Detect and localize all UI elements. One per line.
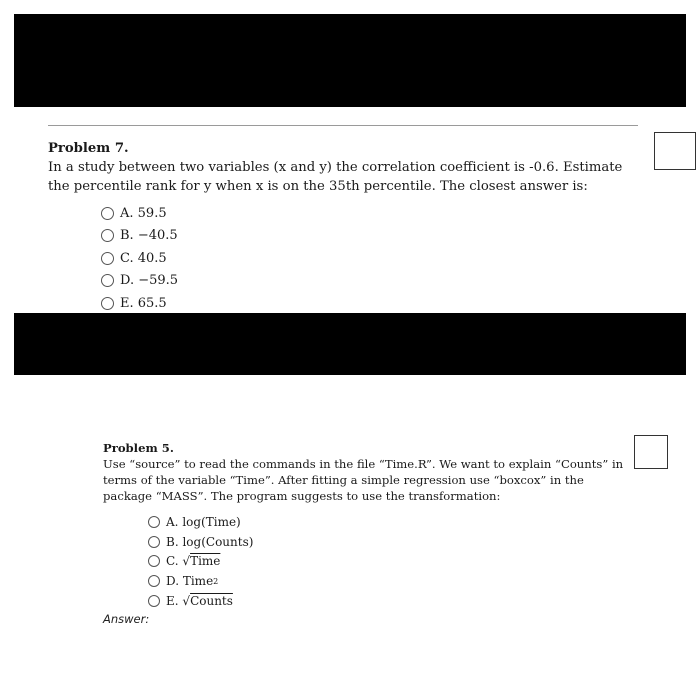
option-b-label: B. −40.5 [120, 228, 178, 244]
answer-box-problem-5[interactable] [634, 435, 668, 469]
option-b-prefix: B. [166, 534, 179, 549]
problem-5-options [148, 512, 253, 611]
problem-7-title: Problem 7. [48, 141, 129, 156]
option-e[interactable] [101, 292, 178, 315]
option-e-label: E. 65.5 [120, 295, 167, 311]
option-c-expr: Time [190, 554, 221, 569]
radio-icon[interactable] [148, 575, 160, 587]
radio-icon[interactable] [148, 516, 160, 528]
radio-icon[interactable] [101, 252, 114, 265]
option-c[interactable] [101, 247, 178, 270]
redaction-bar-middle [14, 313, 686, 375]
radio-icon[interactable] [148, 595, 160, 607]
option-a[interactable] [101, 202, 178, 225]
answer-label: Answer: [103, 612, 150, 626]
option-d-expr: Time [182, 574, 214, 589]
problem-7-text: In a study between two variables (x and y) the correlation coefficient is -0.6. Estimate the percentile rank for y when x is on the 35th percentile. The closest answer is: [48, 160, 623, 194]
option-d-label: D. −59.5 [120, 273, 179, 289]
option-a-prefix: A. [166, 514, 179, 529]
radio-icon[interactable] [101, 297, 114, 310]
radio-icon[interactable] [101, 207, 114, 220]
sqrt-symbol: √ [182, 554, 191, 569]
option-b[interactable] [101, 225, 178, 248]
option-a-label: A. 59.5 [120, 205, 167, 221]
radio-icon[interactable] [148, 536, 160, 548]
radio-icon[interactable] [148, 555, 160, 567]
option-a[interactable] [148, 512, 253, 532]
option-d[interactable] [101, 270, 178, 293]
option-d-prefix: D. [166, 574, 180, 589]
option-b[interactable] [148, 532, 253, 552]
problem-5 [103, 440, 633, 504]
radio-icon[interactable] [101, 274, 114, 287]
option-b-expr: log(Counts) [182, 534, 254, 549]
radio-icon[interactable] [101, 229, 114, 242]
option-c-prefix: C. [166, 554, 179, 569]
option-d[interactable] [148, 571, 253, 591]
answer-box-problem-7[interactable] [654, 132, 696, 170]
sqrt-symbol: √ [182, 594, 191, 609]
horizontal-rule [48, 125, 638, 126]
option-e-expr: Counts [190, 594, 233, 609]
redaction-bar-top [14, 14, 686, 107]
problem-7 [48, 139, 648, 196]
option-e-prefix: E. [166, 594, 179, 609]
option-c-label: C. 40.5 [120, 250, 167, 266]
problem-5-title: Problem 5. [103, 441, 174, 455]
option-d-exponent: 2 [213, 576, 219, 586]
problem-5-text: Use “source” to read the commands in the file “Time.R”. We want to explain “Counts” in terms of the variable “Time”. After fitting a simple regression use “boxcox” in the package “MASS”. The program suggests to use the transformation: [103, 457, 624, 503]
problem-7-options [101, 202, 178, 315]
option-c[interactable] [148, 552, 253, 572]
option-a-expr: log(Time) [182, 514, 241, 529]
option-e[interactable] [148, 591, 253, 611]
